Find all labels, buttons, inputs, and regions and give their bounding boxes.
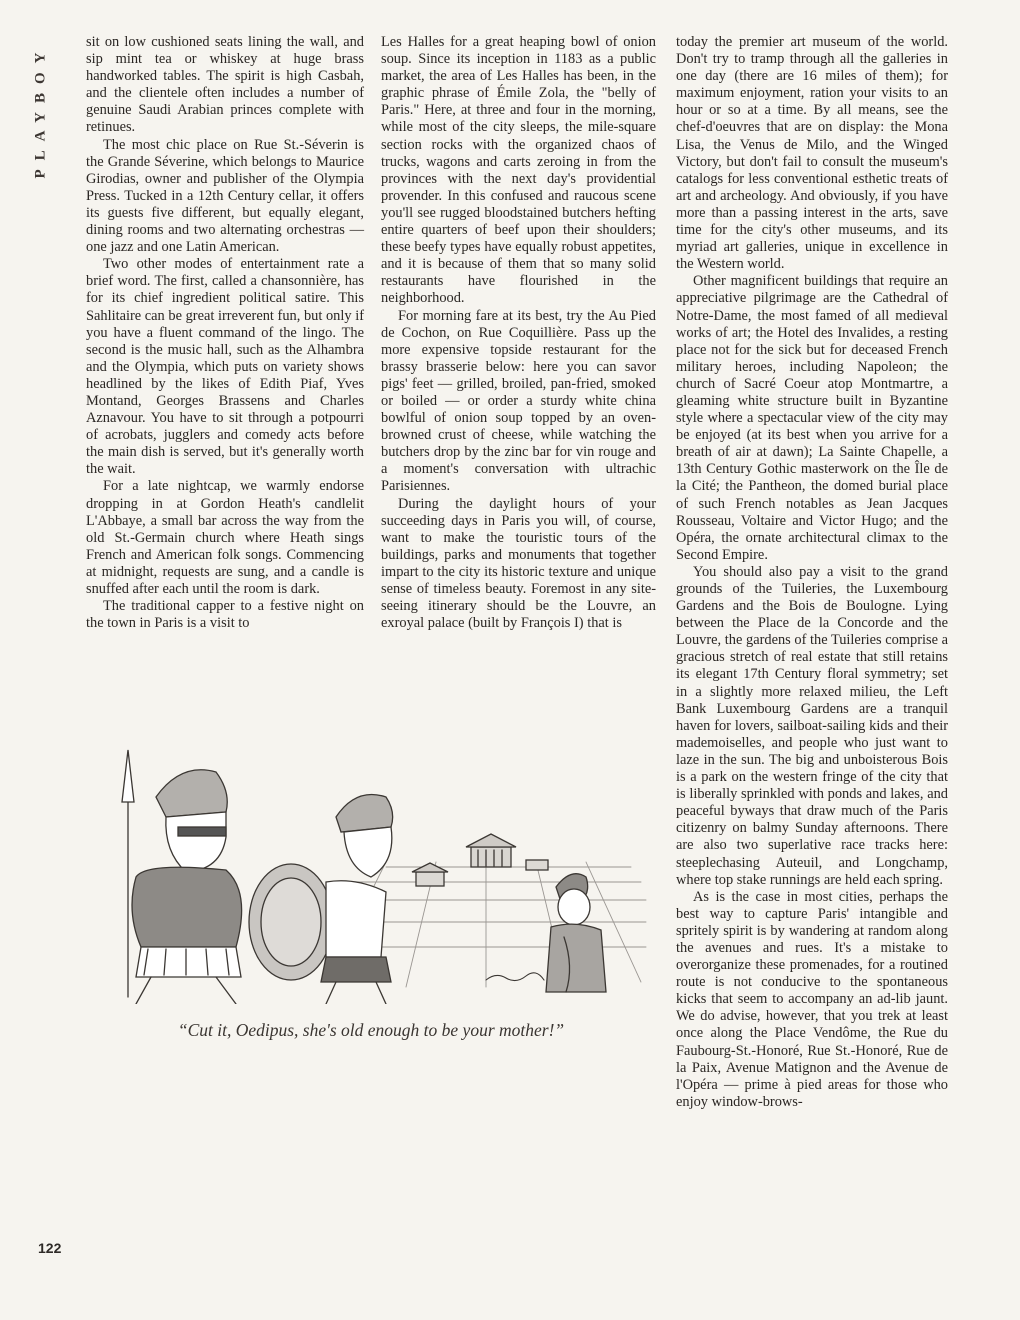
column-2-paragraph: During the daylight hours of your succeeding days in Paris you will, of course, want to make the touristic tours of the buildings, parks and monuments that together impart to the city its historic texture and unique sense of timeless beauty. Foremost in any site-seeing itinerary should be the Louvre, an exroyal palace (built by François I) that is bbox=[381, 495, 656, 632]
masthead-playboy bbox=[26, 36, 56, 186]
column-3-paragraph: As is the case in most cities, perhaps the best way to capture Paris' intangible and spritely spirit is by wandering at random along the avenues and rues. It's a mistake to overorganize these promenades, for a routined route is not conducive to the spontaneous kicks that seem to accompany an ad-lib jaunt. We do advise, however, that you trek at least once along the Place Vendôme, the Rue du Faubourg-St.-Honoré, Rue St.-Honoré, Rue de la Paix, Avenue Matignon and the Avenue de l'Opéra — prime à pied areas for those who enjoy window-brows- bbox=[676, 888, 948, 1110]
column-1-paragraph: Two other modes of entertainment rate a brief word. The first, called a chansonnière, has for its chief ingredient political satire. This Sahlitaire can be great irreverent fun, but only if you have a fluent command of the lingo. The second is the music hall, such as the Alhambra and the Olympia, which puts on variety shows headlined by the likes of Edith Piaf, Yves Montand, Georges Brassens and Charles Aznavour. You have to sit through a potpourri of acrobats, jugglers and comedy acts before the main dish is served, but it's generally worth the wait. bbox=[86, 256, 364, 478]
woman-figure bbox=[546, 874, 606, 992]
article-column-3 bbox=[676, 34, 948, 1111]
cartoon-caption: “Cut it, Oedipus, she's old enough to be your mother!” bbox=[177, 1020, 565, 1040]
column-3-paragraph: Other magnificent buildings that require an appreciative pilgrimage are the Cathedral of Notre-Dame, the most famed of all medieval works of art; the Hotel des Invalides, a resting place not for the sick but for deceased French military heroes, including Napoleon; the church of Sacré Coeur atop Montmartre, a gleaming white structure built in Byzantine style where a spectacular view of the city may be enjoyed (at its best when you arrive for a breath of air at dawn); La Sainte Chapelle, a 13th Century Gothic masterwork on the Île de la Cité; the Pantheon, the domed burial place of such French notables as Jean Jacques Rousseau, Voltaire and Victor Hugo; and the Opéra, the ornate architectural climax to the Second Empire. bbox=[676, 273, 948, 563]
cartoon-illustration bbox=[86, 742, 656, 1004]
artist-signature bbox=[486, 973, 544, 981]
article-column-1 bbox=[86, 34, 364, 632]
column-1-paragraph: sit on low cushioned seats lining the wall, and sip mint tea or whiskey at huge brass handworked tables. The spirit is high Casbah, and the clientele often includes a number of genuine Saudi Arabian princes complete with retinues. bbox=[86, 34, 364, 136]
masthead-text: PLAYBOY bbox=[32, 43, 49, 179]
cartoon-drawing bbox=[86, 742, 656, 1004]
page-number: 122 bbox=[38, 1240, 62, 1256]
warrior-middle bbox=[249, 795, 393, 1005]
column-3-paragraph: You should also pay a visit to the grand grounds of the Tuileries, the Luxembourg Gardens and the Bois de Boulogne. Lying between the Place de la Concorde and the Louvre, the gardens of the Tuileries comprise a gracious stretch of real estate that still retains its elegant 17th Century floral symmetry; set in a slightly more relaxed milieu, the Left Bank Luxembourg Gardens are a tranquil haven for lovers, sailboat-sailing kids and their mademoiselles, and people who just want to laze in the sun. The big and unboisterous Bois is a park on the western fringe of the city that is liberally sprinkled with ponds and lakes, and peaceful byways that draw much of the Paris citizenry on balmy Sunday afternoons. There are also two superlative race tracks here: steeplechasing Auteuil, and Longchamp, where top stake runnings are held each spring. bbox=[676, 563, 948, 888]
column-2-paragraph: Les Halles for a great heaping bowl of onion soup. Since its inception in 1183 as a public market, the area of Les Halles has been, in the graphic phrase of Émile Zola, the "belly of Paris." Here, at three and four in the morning, while most of the city sleeps, the mile-square section rocks with the organized chaos of trucks, wagons and carts zeroing in from the provinces with the next day's providential provender. In this confused and raucous scene you'll see rugged bloodstained butchers hefting entire quarters of beef upon their shoulders; these beefy types have equally robust appetites, and it is because of them that so many solid restaurants have flourished in the neighborhood. bbox=[381, 34, 656, 307]
article-column-2 bbox=[381, 34, 656, 632]
column-1-paragraph: For a late nightcap, we warmly endorse dropping in at Gordon Heath's candlelit L'Abbaye, a small bar across the way from the old St.-Germain church where Heath sings French and American folk songs. Commencing at midnight, requests are sung, and a candle is snuffed after each until the room is dark. bbox=[86, 478, 364, 597]
column-2-paragraph: For morning fare at its best, try the Au Pied de Cochon, on Rue Coquillière. Pass up the more expensive topside restaurant for the brassy brasserie below: here you can savor pigs' feet — grilled, broiled, pan-fried, smoked or boiled — or order a sturdy white china bowlful of onion soup topped by an oven-browned crust of cheese, while watching the butchers drop by the zinc bar for vin rouge and a moment's conversation with ultrachic Parisiennes. bbox=[381, 307, 656, 495]
column-3-paragraph: today the premier art museum of the world. Don't try to tramp through all the galleries in one day (there are 16 miles of them); for maximum enjoyment, ration your visits to an hour or so at a time. By all means, see the chef-d'oeuvres that are on display: the Mona Lisa, the Venus de Milo, and the Winged Victory, but don't fail to consult the museum's catalogs for less conventional esthetic treats of art and archeology. And obviously, if you have more than a passing interest in the arts, save time for the city's other museums, and its myriad art galleries, unique in excellence in the Western world. bbox=[676, 34, 948, 273]
spear bbox=[122, 750, 134, 997]
column-1-paragraph: The most chic place on Rue St.-Séverin is the Grande Séverine, which belongs to Maurice Girodias, owner and publisher of the Olympia Press. Tucked in a 12th Century cellar, it offers its guests five different, but equally elegant, dining rooms and two alternating orchestras — one jazz and one Latin American. bbox=[86, 136, 364, 256]
warrior-left bbox=[132, 770, 242, 1004]
distant-temples bbox=[412, 834, 548, 886]
column-1-paragraph: The traditional capper to a festive night on the town in Paris is a visit to bbox=[86, 598, 364, 632]
